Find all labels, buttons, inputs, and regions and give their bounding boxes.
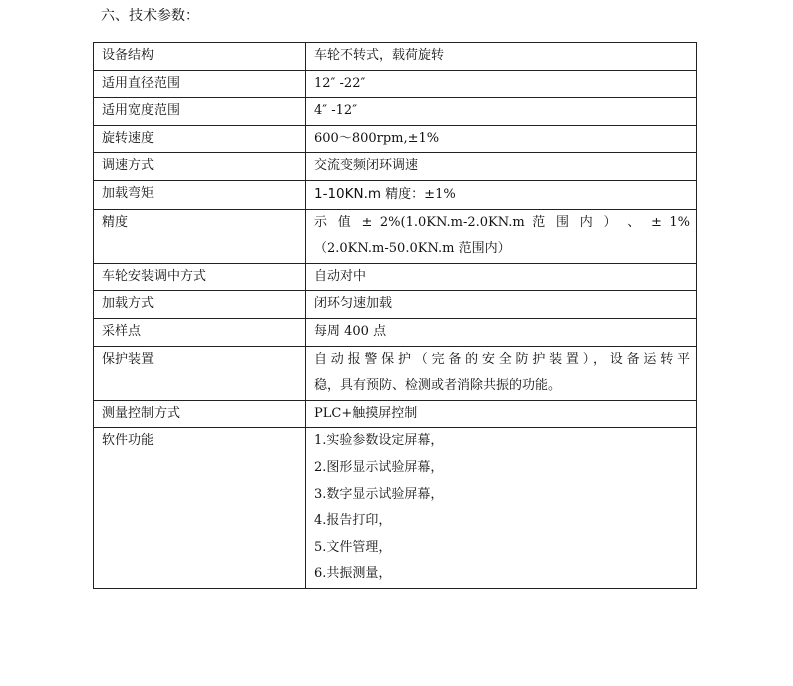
value-line: （2.0KN.m-50.0KN.m 范围内） xyxy=(314,241,511,257)
param-label: 精度 xyxy=(94,209,306,263)
value-line: 12″ -22″ xyxy=(314,75,366,91)
value-line: 2.图形显示试验屏幕， xyxy=(314,459,444,475)
tech-params-table xyxy=(93,42,697,589)
param-value xyxy=(306,153,697,181)
value-line: 每周 400 点 xyxy=(314,323,387,339)
param-label: 加载方式 xyxy=(94,291,306,319)
param-label: 软件功能 xyxy=(94,428,306,589)
param-label: 旋转速度 xyxy=(94,125,306,153)
value-line: 示 值 ± 2%(1.0KN.m-2.0KN.m 范 围 内 ） 、 ± 1% xyxy=(314,214,690,230)
param-label: 测量控制方式 xyxy=(94,400,306,428)
param-label: 适用直径范围 xyxy=(94,70,306,98)
value-line: 5.文件管理， xyxy=(314,539,392,555)
value-line: 车轮不转式，载荷旋转 xyxy=(314,48,445,63)
param-label: 加载弯矩 xyxy=(94,180,306,209)
value-line: 600～800rpm,±1% xyxy=(314,130,440,146)
value-line: 自动对中 xyxy=(314,268,367,284)
table-row xyxy=(94,291,697,319)
value-line: 自动报警保护（完备的安全防护装置），设备运转平 xyxy=(314,351,690,367)
param-value xyxy=(306,70,697,98)
param-label: 调速方式 xyxy=(94,153,306,181)
table-row xyxy=(94,180,697,209)
section-title: 六、技术参数： xyxy=(101,8,199,24)
param-label: 设备结构 xyxy=(94,43,306,71)
value-line: 3.数字显示试验屏幕， xyxy=(314,486,444,502)
param-value xyxy=(306,263,697,291)
param-value xyxy=(306,98,697,126)
value-line: 4.报告打印， xyxy=(314,513,392,529)
param-value xyxy=(306,180,697,209)
param-value xyxy=(306,318,697,346)
table-row xyxy=(94,428,697,589)
table-row xyxy=(94,125,697,153)
param-value xyxy=(306,346,697,400)
table-row xyxy=(94,263,697,291)
value-line: 4″ -12″ xyxy=(314,103,358,119)
load-accuracy: 精度：±1% xyxy=(381,186,456,202)
table-row xyxy=(94,70,697,98)
value-line xyxy=(314,181,690,209)
value-line: 6.共振测量， xyxy=(314,566,392,582)
param-value xyxy=(306,209,697,263)
param-label: 车轮安装调中方式 xyxy=(94,263,306,291)
param-label: 适用宽度范围 xyxy=(94,98,306,126)
table-row xyxy=(94,153,697,181)
param-value xyxy=(306,428,697,589)
table-row xyxy=(94,209,697,263)
table-row xyxy=(94,43,697,71)
table-row xyxy=(94,98,697,126)
value-line: 1.实验参数设定屏幕， xyxy=(314,433,444,449)
param-value xyxy=(306,43,697,71)
param-value xyxy=(306,125,697,153)
value-line: 稳，具有预防、检测或者消除共振的功能。 xyxy=(314,378,562,394)
load-range: 1-10KN.m xyxy=(314,185,382,202)
table-row xyxy=(94,400,697,428)
value-line: PLC+触摸屏控制 xyxy=(314,405,418,421)
value-line: 交流变频闭环调速 xyxy=(314,158,419,174)
param-label: 保护装置 xyxy=(94,346,306,400)
param-value xyxy=(306,291,697,319)
value-line: 闭环匀速加载 xyxy=(314,296,393,312)
param-value xyxy=(306,400,697,428)
table-row xyxy=(94,346,697,400)
param-label: 采样点 xyxy=(94,318,306,346)
table-row xyxy=(94,318,697,346)
